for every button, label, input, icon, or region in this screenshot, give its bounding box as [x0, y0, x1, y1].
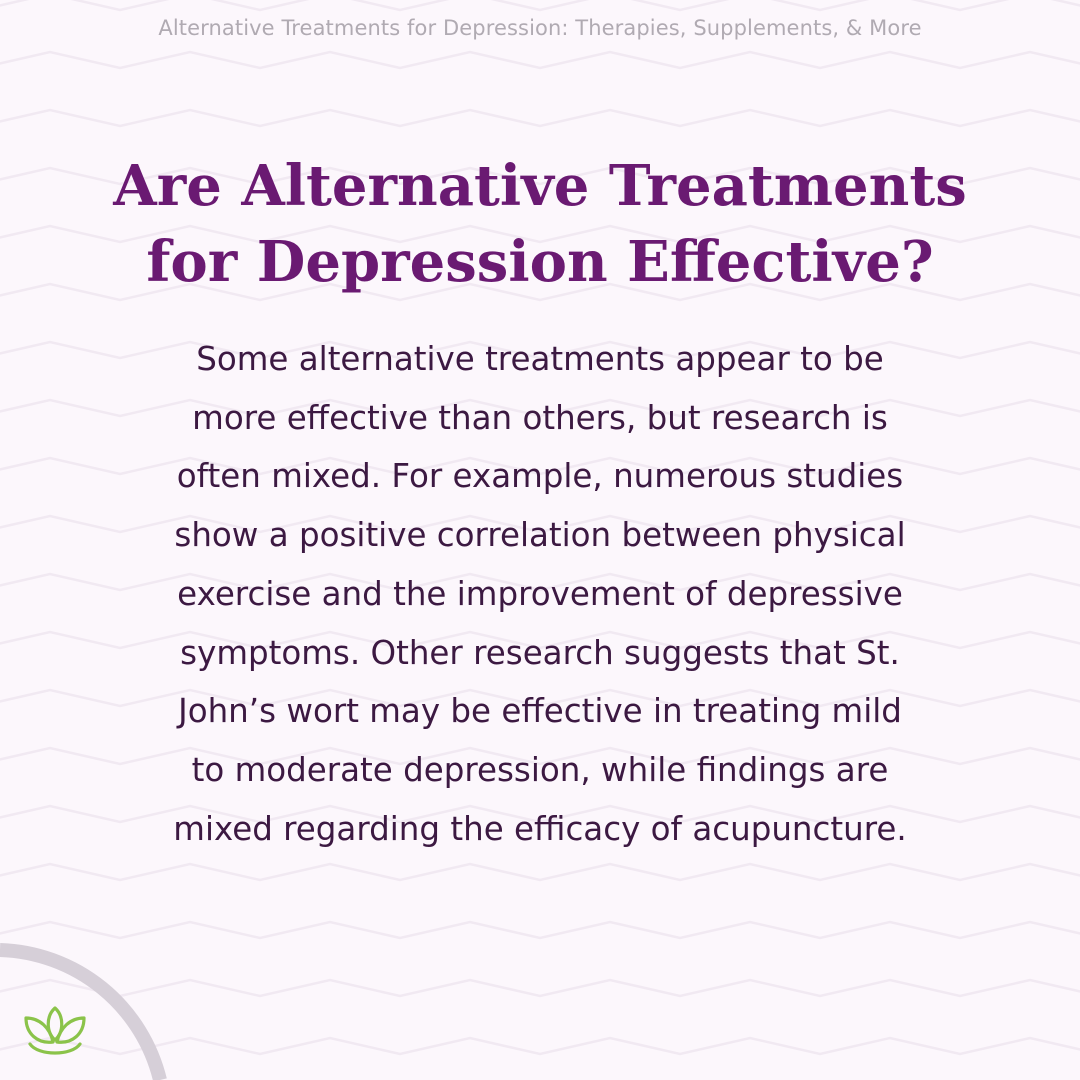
- body-line: often mixed. For example, numerous studies: [176, 457, 904, 496]
- zigzag-line: [0, 52, 1080, 68]
- body-line: John’s wort may be effective in treating mild: [178, 692, 902, 731]
- body-line: Some alternative treatments appear to be: [196, 340, 884, 378]
- zigzag-line: [0, 922, 1080, 938]
- body-line: symptoms. Other research suggests that St.: [180, 633, 900, 672]
- title-line: Are Alternative Treatments: [113, 153, 967, 219]
- body-line: exercise and the improvement of depressive: [177, 574, 903, 613]
- body-paragraph: [90, 330, 990, 858]
- body-line: to moderate depression, while findings are: [191, 750, 889, 789]
- zigzag-line: [0, 110, 1080, 126]
- body-line: more effective than others, but research is: [192, 398, 888, 437]
- zigzag-line: [0, 0, 1080, 10]
- body-line: show a positive correlation between physical: [174, 516, 906, 555]
- page-title: [40, 148, 1040, 300]
- zigzag-line: [0, 864, 1080, 880]
- body-line: mixed regarding the efficacy of acupuncture.: [173, 809, 907, 848]
- title-line: for Depression Effective?: [146, 229, 934, 295]
- lotus-leaf-icon: [22, 1004, 88, 1060]
- header-caption: Alternative Treatments for Depression: Therapies, Supplements, & More: [158, 16, 922, 40]
